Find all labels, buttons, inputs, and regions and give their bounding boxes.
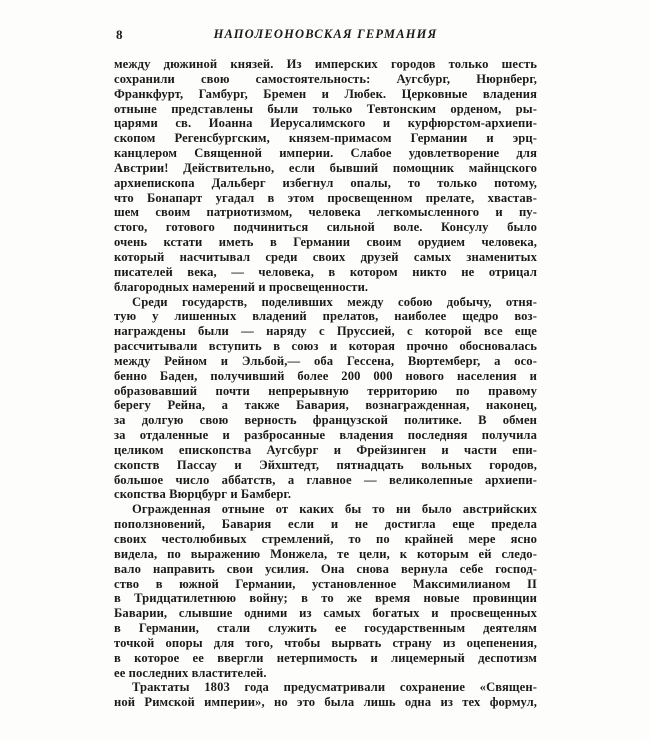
text-line: Баварии, слывшие одними из самых богатых и просвещенных (114, 606, 537, 621)
text-line: вало направить свои усилия. Она снова вернула себе господ- (114, 561, 537, 576)
text-line: целиком епископства Аугсбург и Фрейзинген и части епи- (114, 442, 537, 457)
text-line: который насчитывал среди своих друзей самых знаменитых (114, 249, 537, 264)
text-line: шем своим патриотизмом, человека легкомысленного и пу- (114, 205, 537, 220)
text-line: бенно Баден, получивший более 200 000 нового населения и (114, 368, 537, 383)
text-line: Среди государств, поделивших между собою добычу, отня- (132, 294, 537, 309)
text-line: рассчитывали вступить в союз и которая прочно обосновалась (114, 339, 537, 354)
text-line: за долгую свою верность французской политике. В обмен (114, 413, 537, 428)
text-line: что Бонапарт угадал в этом просвещенном прелате, хвастав- (114, 190, 537, 205)
text-line: тую у лишенных владений прелатов, наиболее щедро воз- (114, 309, 537, 324)
text-line: между Рейном и Эльбой,— оба Гессена, Вюртемберг, а осо- (114, 353, 537, 368)
text-line: стого, готового подчиниться сильной воле. Консулу было (114, 220, 537, 235)
text-line: Франкфурт, Гамбург, Бремен и Любек. Церковные владения (114, 86, 537, 101)
text-line: видела, по выражению Монжела, те цели, к которым ей следо- (114, 546, 537, 561)
text-line: Трактаты 1803 года предусматривали сохранение «Священ- (132, 680, 537, 695)
text-line: берегу Рейна, а также Бавария, вознагражденная, наконец, (114, 398, 537, 413)
text-line: скопом Регенсбургским, князем-примасом Германии и эрц- (114, 131, 537, 146)
text-line: своих честолюбивых стремлений, то по крайней мере ясно (114, 532, 537, 546)
text-line: канцлером Священной империи. Слабое удовлетворение для (114, 146, 537, 161)
text-line: скопств Пассау и Эйхштедт, пятнадцать вольных городов, (114, 457, 537, 472)
text-line: сохранили свою самостоятельность: Аугсбург, Нюрнберг, (114, 71, 537, 86)
text-line: поползновений, Бавария если и не достигла еще предела (114, 517, 537, 532)
text-line: отныне представлены были только Тевтонским орденом, ры- (114, 101, 537, 116)
text-line: в Германии, стали служить ее государственным деятелям (114, 621, 537, 636)
text-line: скопства Вюрцбург и Бамберг. (114, 487, 292, 502)
text-line: образовавший почти непрерывную территорию по правому (114, 383, 537, 398)
body-text-block (114, 57, 537, 710)
text-line: большое число аббатств, а главное — великолепные архиепи- (114, 472, 537, 487)
text-line: благородных намерений и просвещенности. (114, 279, 369, 294)
text-line: писателей века, — человека, в котором никто не отрицал (114, 264, 537, 279)
page-number: 8 (116, 27, 123, 42)
text-line: ее последних властителей. (114, 665, 267, 680)
text-line: между дюжиной князей. Из имперских городов только шесть (114, 57, 537, 71)
running-title: НАПОЛЕОНОВСКАЯ ГЕРМАНИЯ (213, 27, 438, 41)
text-line: награждены были — наряду с Пруссией, с которой все еще (114, 324, 537, 339)
text-line: Огражденная отныне от каких бы то ни было австрийских (132, 502, 537, 517)
text-line: за отдаленные и разбросанные владения последняя получила (114, 428, 537, 443)
text-line: архиепископа Дальберг избегнул опалы, то только потому, (114, 175, 537, 190)
text-line: ной Римской империи», но это была лишь одна из тех формул, (114, 695, 537, 710)
text-line: в которое ее ввергли нетерпимость и лицемерный деспотизм (114, 650, 537, 665)
text-line: точкой опоры для того, чтобы вырвать страну из оцепенения, (114, 635, 537, 650)
text-line: Австрии! Действительно, если бывший помощник майнцского (114, 160, 537, 175)
text-line: ство в южной Германии, установленное Максимилианом II (114, 576, 537, 591)
text-line: очень кстати иметь в Германии своим орудием человека, (114, 235, 537, 250)
text-line: царями св. Иоанна Иерусалимского и курфюрстом-архиепи- (114, 116, 537, 131)
text-line: в Тридцатилетнюю войну; в то же время новые провинции (114, 591, 537, 606)
running-head (114, 27, 537, 43)
